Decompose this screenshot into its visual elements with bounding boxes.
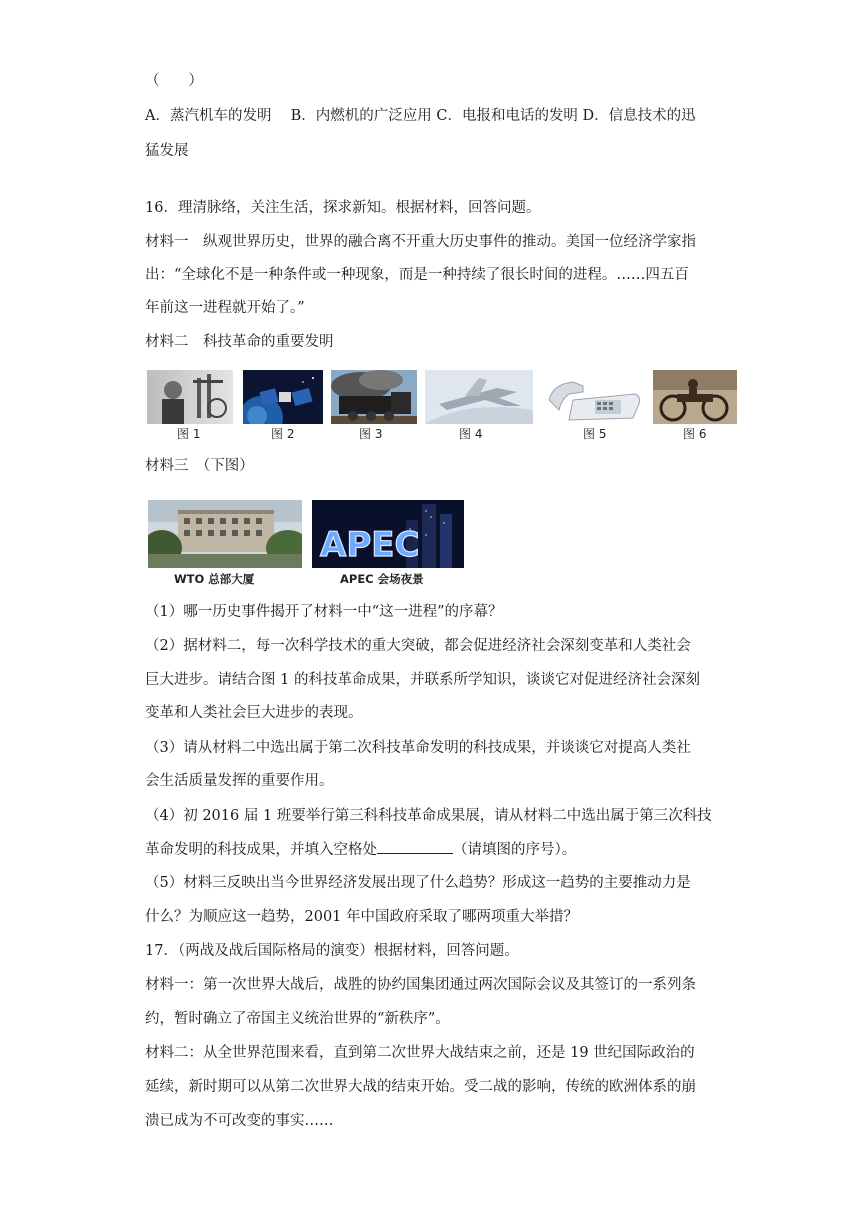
steam-locomotive-image — [331, 370, 417, 424]
q15-options-line1: A．蒸汽机车的发明 B．内燃机的广泛应用 C．电报和电话的发明 D．信息技术的迅 — [145, 108, 696, 124]
q16-part1: （1）哪一历史事件揭开了材料一中“这一进程”的序幕？ — [145, 604, 503, 620]
figure-3-caption: 图 3 — [359, 427, 383, 441]
q16-part2-line1: （2）据材料二，每一次科学技术的重大突破，都会促进经济社会深刻变革和人类社会 — [145, 638, 691, 654]
q16-part4-text: 革命发明的科技成果，并填入空格处 — [145, 842, 377, 858]
q16-part3-line2: 会生活质量发挥的重要作用。 — [145, 773, 334, 789]
q16-stem: 16．理清脉络，关注生活，探求新知。根据材料，回答问题。 — [145, 200, 541, 216]
q16-part3-line1: （3）请从材料二中选出属于第二次科技革命发明的科技成果，并谈谈它对提高人类社 — [145, 740, 691, 756]
satellite-image — [243, 370, 323, 424]
figure-5-caption: 图 5 — [583, 427, 607, 441]
material-3-heading: 材料三 （下图） — [145, 458, 254, 474]
q15-options-line2: 猛发展 — [145, 143, 189, 159]
wto-building-image — [148, 500, 302, 568]
figure-6-caption: 图 6 — [683, 427, 707, 441]
apec-caption: APEC 会场夜景 — [340, 572, 424, 586]
q17-material-2-line1: 材料二：从全世界范围来看，直到第二次世界大战结束之前，还是 19 世纪国际政治的 — [145, 1045, 695, 1061]
q17-material-2-line2: 延续，新时期可以从第二次世界大战的结束开始。受二战的影响，传统的欧洲体系的崩 — [145, 1079, 696, 1095]
figure-4-caption: 图 4 — [459, 427, 483, 441]
figure-2-caption: 图 2 — [271, 427, 295, 441]
answer-bracket: （ ） — [145, 73, 203, 89]
figure-1-caption: 图 1 — [177, 427, 201, 441]
q16-part2-line2: 巨大进步。请结合图 1 的科技革命成果，并联系所学知识，谈谈它对促进经济社会深刻 — [145, 672, 700, 688]
q17-material-1-line1: 材料一：第一次世界大战后，战胜的协约国集团通过两次国际会议及其签订的一系列条 — [145, 977, 696, 993]
q17-material-2-line3: 溃已成为不可改变的事实…… — [145, 1113, 334, 1129]
material-1-line1: 材料一 纵观世界历史，世界的融合离不开重大历史事件的推动。美国一位经济学家指 — [145, 234, 696, 250]
material-1-line3: 年前这一进程就开始了。” — [145, 300, 305, 316]
answer-blank[interactable] — [377, 839, 453, 854]
inventions-figure-row — [147, 370, 737, 440]
apec-sign-text: APEC — [320, 525, 420, 565]
q17-material-1-line2: 约，暂时确立了帝国主义统治世界的“新秩序”。 — [145, 1011, 450, 1027]
wto-caption: WTO 总部大厦 — [174, 572, 255, 586]
q16-part5-line2: 什么？为顺应这一趋势，2001 年中国政府采取了哪两项重大举措？ — [145, 909, 579, 925]
q17-stem: 17．（两战及战后国际格局的演变）根据材料，回答问题。 — [145, 943, 519, 959]
q16-part5-line1: （5）材料三反映出当今世界经济发展出现了什么趋势？形成这一趋势的主要推动力是 — [145, 875, 691, 891]
material-2-heading: 材料二 科技革命的重要发明 — [145, 334, 334, 350]
telephone-image — [543, 370, 645, 424]
q16-part4-line2 — [145, 839, 576, 860]
q16-part4-hint: （请填图的序号）。 — [453, 842, 577, 858]
watt-steam-engine-image — [147, 370, 233, 424]
q16-part4-line1: （4）初 2016 届 1 班要举行第三科科技革命成果展，请从材料二中选出属于第三次科技 — [145, 808, 712, 824]
airplane-image — [425, 370, 533, 424]
early-automobile-image — [653, 370, 737, 424]
q16-part2-line3: 变革和人类社会巨大进步的表现。 — [145, 705, 363, 721]
material-1-line2: 出：“全球化不是一种条件或一种现象，而是一种持续了很长时间的进程。……四五百 — [145, 267, 689, 283]
apec-night-scene-image — [312, 500, 464, 568]
